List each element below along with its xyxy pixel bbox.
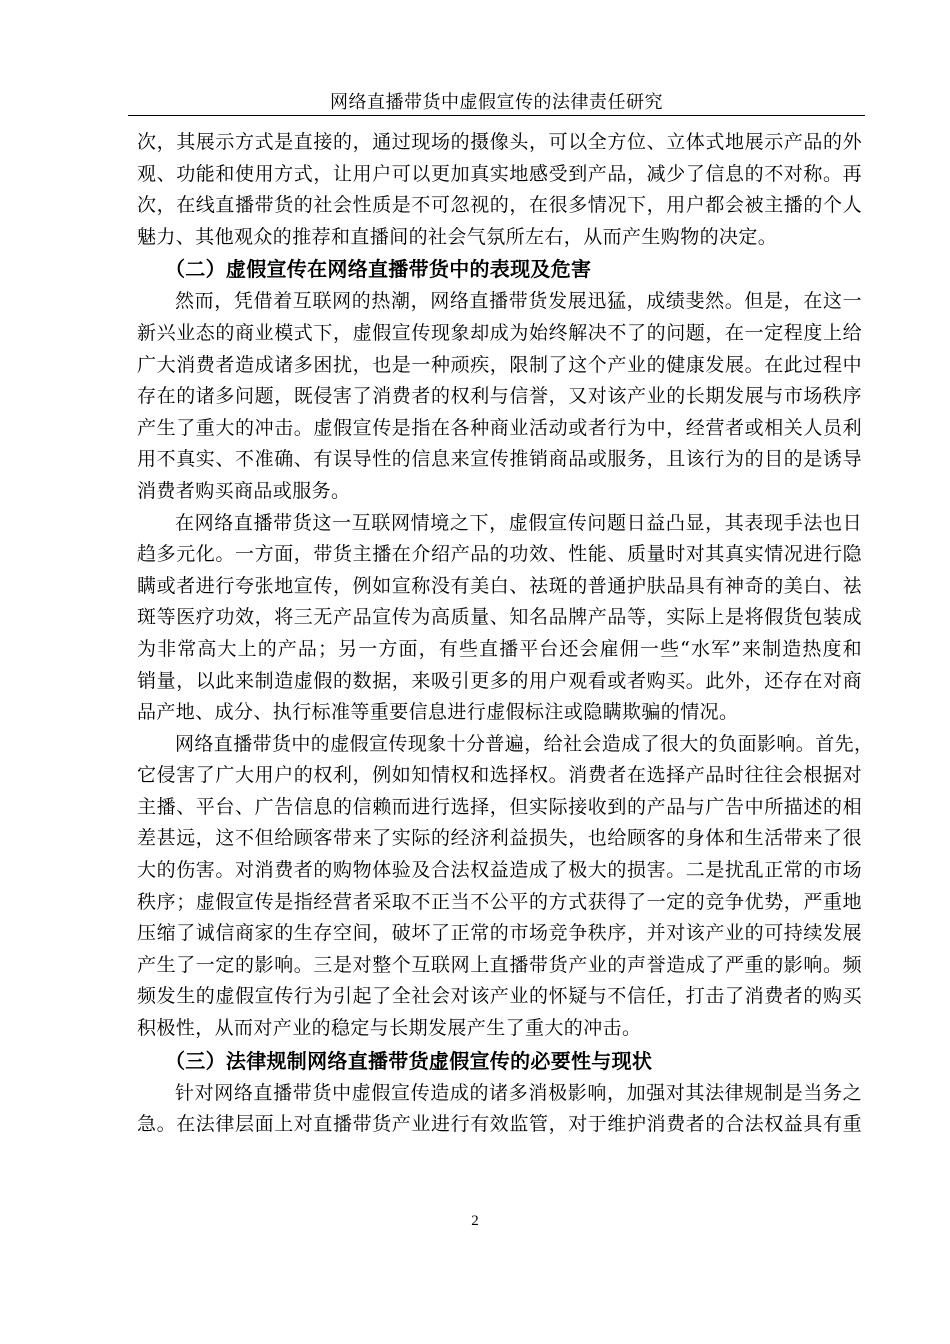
text-line: 用不真实、不准确、有误导性的信息来宣传推销商品或服务，且该行为的目的是诱导 xyxy=(137,448,862,471)
text-line: 秩序；虚假宣传是指经营者采取不正当不公平的方式获得了一定的竞争优势，严重地 xyxy=(137,890,862,913)
text-line: 产生了重大的冲击。虚假宣传是指在各种商业活动或者行为中，经营者或相关人员利 xyxy=(137,416,862,439)
text-line: 销量，以此来制造虚假的数据，来吸引更多的用户观看或者购买。此外，还存在对商 xyxy=(137,669,862,692)
header-rule xyxy=(128,115,865,116)
text-line: 品产地、成分、执行标准等重要信息进行虚假标注或隐瞒欺骗的情况。 xyxy=(137,701,739,724)
text-line: 魅力、其他观众的推荐和直播间的社会气氛所左右，从而产生购物的决定。 xyxy=(137,225,778,248)
section-heading-3: （三）法律规制网络直播带货虚假宣传的必要性与现状 xyxy=(165,1048,653,1073)
text-line: 针对网络直播带货中虚假宣传造成的诸多消极影响，加强对其法律规制是当务之 xyxy=(175,1081,862,1104)
page-number: 2 xyxy=(471,1213,479,1229)
text-line: 存在的诸多问题，既侵害了消费者的权利与信誉，又对该产业的长期发展与市场秩序 xyxy=(137,385,862,408)
text-line: 急。在法律层面上对直播带货产业进行有效监管，对于维护消费者的合法权益具有重 xyxy=(137,1113,862,1136)
text-line: 然而，凭借着互联网的热潮，网络直播带货发展迅猛，成绩斐然。但是，在这一 xyxy=(175,290,862,313)
text-line: 次，在线直播带货的社会性质是不可忽视的，在很多情况下，用户都会被主播的个人 xyxy=(137,194,862,217)
section-heading-2: （二）虚假宣传在网络直播带货中的表现及危害 xyxy=(165,257,592,282)
running-header: 网络直播带货中虚假宣传的法律责任研究 xyxy=(330,92,663,113)
text-line: 广大消费者造成诸多困扰，也是一种顽疾，限制了这个产业的健康发展。在此过程中 xyxy=(137,353,862,376)
text-line: 观、功能和使用方式，让用户可以更加真实地感受到产品，减少了信息的不对称。再 xyxy=(137,162,862,185)
text-line: 压缩了诚信商家的生存空间，破坏了正常的市场竞争秩序，并对该产业的可持续发展 xyxy=(137,922,862,945)
text-line: 新兴业态的商业模式下，虚假宣传现象却成为始终解决不了的问题，在一定程度上给 xyxy=(137,321,862,344)
paragraph xyxy=(137,1078,862,1141)
text-line: 产生了一定的影响。三是对整个互联网上直播带货产业的声誉造成了严重的影响。频 xyxy=(137,953,862,976)
text-line: 在网络直播带货这一互联网情境之下，虚假宣传问题日益凸显，其表现手法也日 xyxy=(175,511,862,534)
paragraph xyxy=(137,508,862,729)
text-line: 差甚远，这不但给顾客带来了实际的经济利益损失，也给顾客的身体和生活带来了很 xyxy=(137,827,862,850)
paragraph xyxy=(137,729,874,1045)
text-line: 主播、平台、广告信息的信赖而进行选择，但实际接收到的产品与广告中所描述的相 xyxy=(137,795,862,818)
text-line: 为非常高大上的产品；另一方面，有些直播平台还会雇佣一些“水军”来制造热度和 xyxy=(137,637,862,660)
text-line: 它侵害了广大用户的权利，例如知情权和选择权。消费者在选择产品时往往会根据对 xyxy=(137,764,862,787)
text-line: 大的伤害。对消费者的购物体验及合法权益造成了极大的损害。二是扰乱正常的市场 xyxy=(137,859,862,882)
paragraph xyxy=(137,286,862,507)
text-line: 趋多元化。一方面，带货主播在介绍产品的功效、性能、质量时对其真实情况进行隐 xyxy=(137,543,862,566)
paragraph-continuation xyxy=(137,127,862,253)
text-line: 瞒或者进行夸张地宣传，例如宣称没有美白、祛斑的普通护肤品具有神奇的美白、祛 xyxy=(137,574,862,597)
text-line: 次，其展示方式是直接的，通过现场的摄像头，可以全方位、立体式地展示产品的外 xyxy=(137,131,862,153)
text-line: 斑等医疗功效，将三无产品宣传为高质量、知名品牌产品等，实际上是将假货包装成 xyxy=(137,606,862,629)
text-line: 网络直播带货中的虚假宣传现象十分普遍，给社会造成了很大的负面影响。首先， xyxy=(175,732,874,755)
text-line: 消费者购买商品或服务。 xyxy=(137,479,351,502)
document-body xyxy=(137,127,874,1141)
text-line: 积极性，从而对产业的稳定与长期发展产生了重大的冲击。 xyxy=(137,1017,642,1040)
text-line: 频发生的虚假宣传行为引起了全社会对该产业的怀疑与不信任，打击了消费者的购买 xyxy=(137,985,862,1008)
